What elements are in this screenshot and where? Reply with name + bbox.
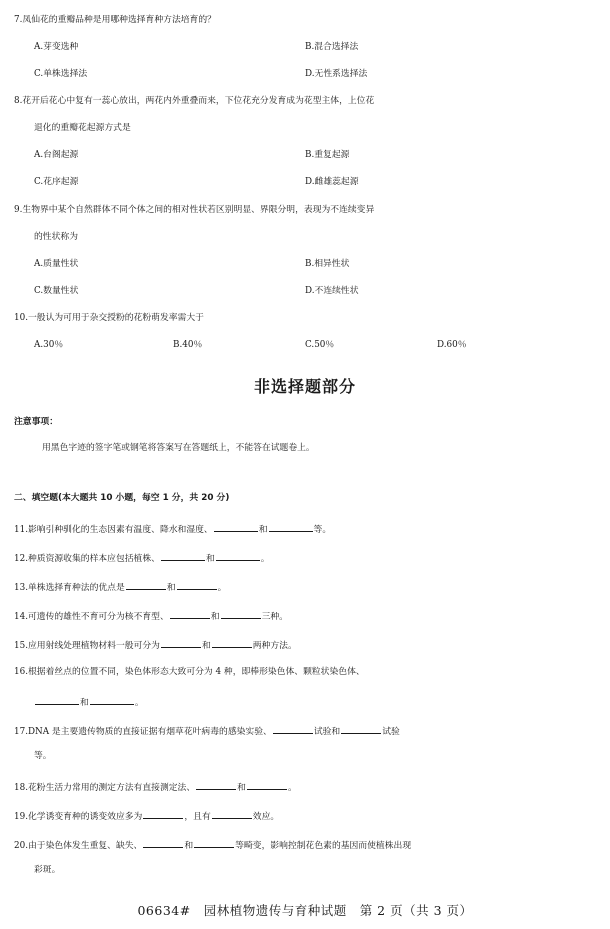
fill-q14 [14,604,610,627]
q7-option-d: D.无性系选择法 [305,69,368,79]
q8-option-d: D.雌雄蕊起源 [305,177,359,187]
q9-stem-line2: 的性状称为 [34,232,78,242]
fill-q11-text: 和 [258,525,268,535]
answer-blank[interactable] [161,546,205,561]
answer-blank[interactable] [126,575,166,590]
fill-q13-text: 。 [217,583,227,593]
fill-q17-text: 试验 [382,727,400,737]
fill-q20-line2: 彩斑。 [34,865,61,875]
fill-q20-line1 [14,833,610,856]
fill-q12-text: 12.种质资源收集的样本应包括植株、 [14,554,160,564]
fill-q20-text: 和 [184,841,194,851]
fill-q16-text: 。 [134,698,144,708]
fill-q18-text: 和 [237,783,246,793]
q10-option-c: C.50％ [305,340,335,350]
fill-q15-text: 15.应用射线处理植物材料一般可分为 [14,641,160,651]
page-footer: 06634# 园林植物遗传与育种试题 第 2 页（共 3 页） [137,903,473,918]
part2-title: 二、填空题(本大题共 10 小题，每空 1 分，共 20 分) [14,493,230,503]
q7-stem: 7.凤仙花的重瓣品种是用哪种选择育种方法培育的？ [14,15,216,25]
q8-stem-line1: 8.花开后花心中复有一蕊心放出，两花内外重叠而来，下位花充分发育成为花型主体，上位花 [14,96,375,106]
fill-q17-line2: 等。 [34,751,52,761]
q8-stem-line2: 退化的重瓣花起源方式是 [34,123,131,133]
answer-blank[interactable] [143,804,183,819]
q9-stem-line1: 9.生物界中某个自然群体不同个体之间的相对性状若区别明显、界限分明，表现为不连续变异 [14,205,375,215]
fill-q17-text: 17.DNA 是主要遗传物质的直接证据有烟草花叶病毒的感染实验、 [14,727,272,737]
fill-q15-text: 和 [201,641,211,651]
answer-blank[interactable] [212,804,252,819]
fill-q16-line1: 16.根据着丝点的位置不同，染色体形态大致可分为 4 种，即棒形染色体、颗粒状染色体、 [14,667,365,677]
q7-option-a: A.芽变选种 [34,42,79,52]
q10-stem: 10.一般认为可用于杂交授粉的花粉萌发率需大于 [14,313,204,323]
answer-blank[interactable] [216,546,260,561]
q9-option-d: D.不连续性状 [305,286,359,296]
answer-blank[interactable] [161,633,201,648]
answer-blank[interactable] [194,833,234,848]
fill-q11 [14,517,610,540]
q7-option-b: B.混合选择法 [305,42,359,52]
answer-blank[interactable] [273,719,313,734]
answer-blank[interactable] [212,633,252,648]
fill-q15-text: 两种方法。 [252,641,297,651]
notice-label: 注意事项： [14,417,58,427]
answer-blank[interactable] [35,690,79,705]
fill-q20-text: 20.由于染色体发生重复、缺失、 [14,841,143,851]
fill-q17-text: 试验和 [313,727,341,737]
q7-option-c: C.单株选择法 [34,69,88,79]
fill-q19-text: ，且有 [184,812,211,822]
q10-option-b: B.40％ [173,340,203,350]
answer-blank[interactable] [221,604,261,619]
q9-option-b: B.相异性状 [305,259,350,269]
fill-q17-line1 [14,719,610,742]
q10-option-d: D.60％ [437,340,467,350]
fill-q12-text: 。 [260,554,270,564]
answer-blank[interactable] [196,775,236,790]
fill-q18-text: 18.花粉生活力常用的测定方法有直接测定法、 [14,783,196,793]
fill-q13-text: 和 [166,583,176,593]
fill-q15 [14,633,610,656]
fill-q19-text: 19.化学诱变育种的诱变效应多为 [14,812,143,822]
fill-q12 [14,546,610,569]
q8-option-b: B.重复起源 [305,150,350,160]
answer-blank[interactable] [214,517,258,532]
answer-blank[interactable] [247,775,287,790]
fill-q16-text: 和 [80,698,89,708]
fill-q11-text: 11.影响引种驯化的生态因素有温度、降水和湿度、 [14,525,213,535]
answer-blank[interactable] [170,604,210,619]
fill-q20-text: 等畸变，影响控制花色素的基因而使植株出现 [235,841,412,851]
answer-blank[interactable] [177,575,217,590]
fill-q13 [14,575,610,598]
answer-blank[interactable] [341,719,381,734]
fill-q18 [14,775,610,798]
fill-q13-text: 13.单株选择育种法的优点是 [14,583,125,593]
q9-option-c: C.数量性状 [34,286,79,296]
fill-q14-text: 14.可遗传的雄性不育可分为核不育型、 [14,612,169,622]
q8-option-c: C.花序起源 [34,177,79,187]
notice-text: 用黑色字迹的签字笔或钢笔将答案写在答题纸上，不能答在试题卷上。 [42,443,315,453]
q8-option-a: A.台阁起源 [34,150,79,160]
answer-blank[interactable] [90,690,134,705]
fill-q14-text: 三种。 [261,612,288,622]
q10-option-a: A.30％ [34,340,64,350]
q9-option-a: A.质量性状 [34,259,79,269]
fill-q19-text: 效应。 [252,812,280,822]
fill-q11-text: 等。 [313,525,332,535]
answer-blank[interactable] [269,517,313,532]
fill-q18-text: 。 [287,783,297,793]
answer-blank[interactable] [143,833,183,848]
fill-q12-text: 和 [205,554,215,564]
section-title: 非选择题部分 [253,377,356,396]
fill-q14-text: 和 [210,612,220,622]
fill-q19 [14,804,610,827]
fill-q16-line2 [34,690,610,713]
